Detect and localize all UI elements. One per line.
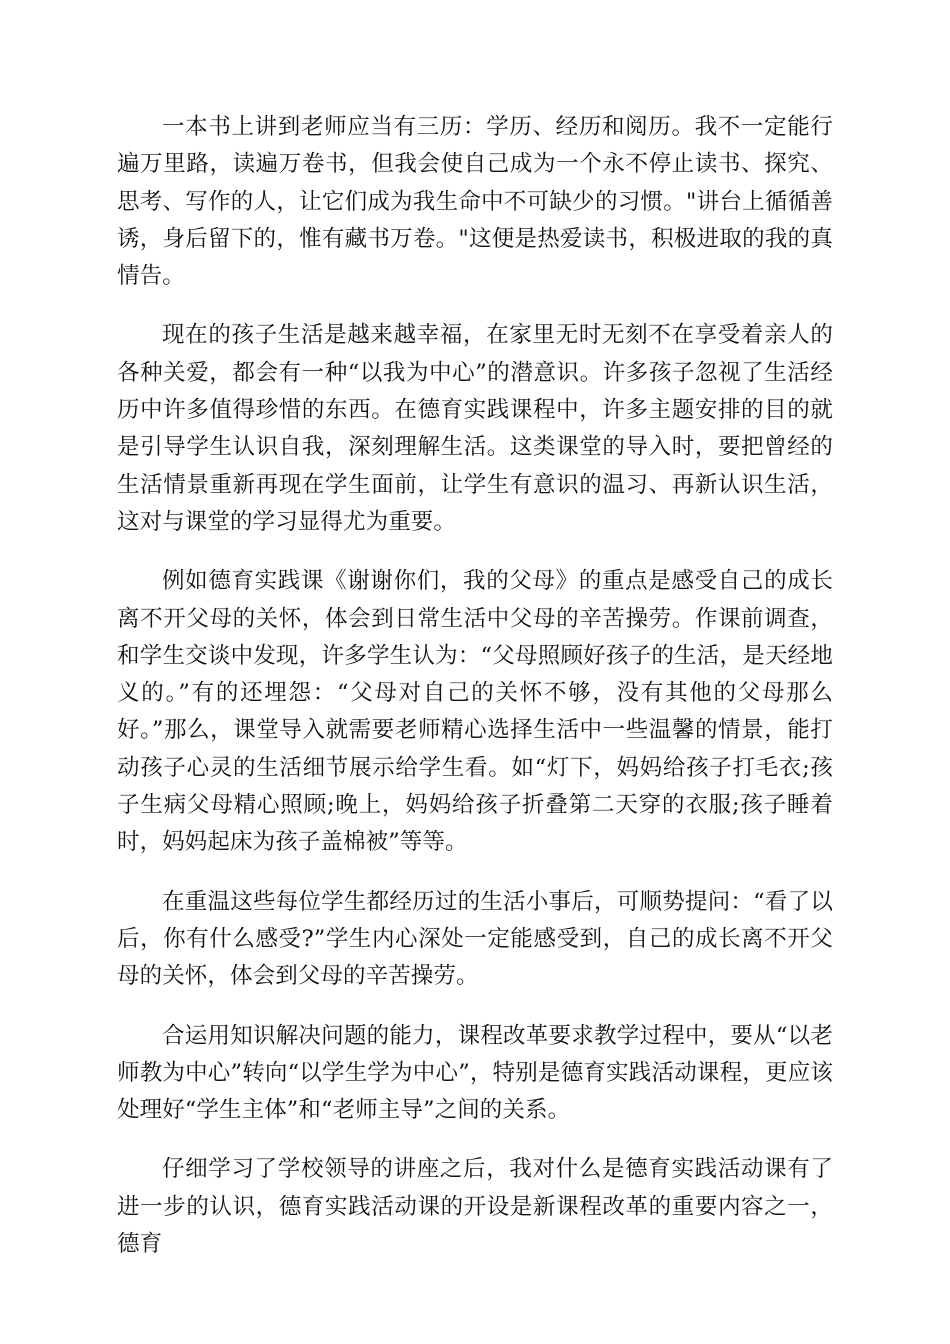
document-page [117, 109, 833, 1285]
paragraph-1: 一本书上讲到老师应当有三历：学历、经历和阅历。我不一定能行遍万里路，读遍万卷书，但我会使自己成为一个永不停止读书、探究、思考、写作的人，让它们成为我生命中不可缺少的习惯。"讲台上循循善诱，身后留下的，惟有藏书万卷。"这便是热爱读书，积极进取的我的真情告。 [117, 114, 833, 290]
paragraph-2: 现在的孩子生活是越来越幸福，在家里无时无刻不在享受着亲人的各种关爱，都会有一种“以我为中心”的潜意识。许多孩子忽视了生活经历中许多值得珍惜的东西。在德育实践课程中，许多主题安排的目的就是引导学生认识自我，深刻理解生活。这类课堂的导入时，要把曾经的生活情景重新再现在学生面前，让学生有意识的温习、再新认识生活，这对与课堂的学习显得尤为重要。 [117, 322, 833, 535]
paragraph-5: 合运用知识解决问题的能力，课程改革要求教学过程中，要从“以老师教为中心”转向“以学生学为中心”，特别是德育实践活动课程，更应该处理好“学生主体”和“老师主导”之间的关系。 [117, 1022, 833, 1124]
paragraph-3: 例如德育实践课《谢谢你们，我的父母》的重点是感受自己的成长离不开父母的关怀，体会到日常生活中父母的辛苦操劳。作课前调查，和学生交谈中发现，许多学生认为：“父母照顾好孩子的生活，是天经地义的。”有的还埋怨：“父母对自己的关怀不够，没有其他的父母那么好。”那么，课堂导入就需要老师精心选择生活中一些温馨的情景，能打动孩子心灵的生活细节展示给学生看。如“灯下，妈妈给孩子打毛衣;孩子生病父母精心照顾;晚上，妈妈给孩子折叠第二天穿的衣服;孩子睡着时，妈妈起床为孩子盖棉被”等等。 [117, 568, 833, 856]
paragraph-4: 在重温这些每位学生都经历过的生活小事后，可顺势提问：“看了以后，你有什么感受?”学生内心深处一定能感受到，自己的成长离不开父母的关怀，体会到父母的辛苦操劳。 [117, 888, 833, 990]
paragraph-6: 仔细学习了学校领导的讲座之后，我对什么是德育实践活动课有了进一步的认识，德育实践活动课的开设是新课程改革的重要内容之一，德育 [117, 1156, 833, 1258]
